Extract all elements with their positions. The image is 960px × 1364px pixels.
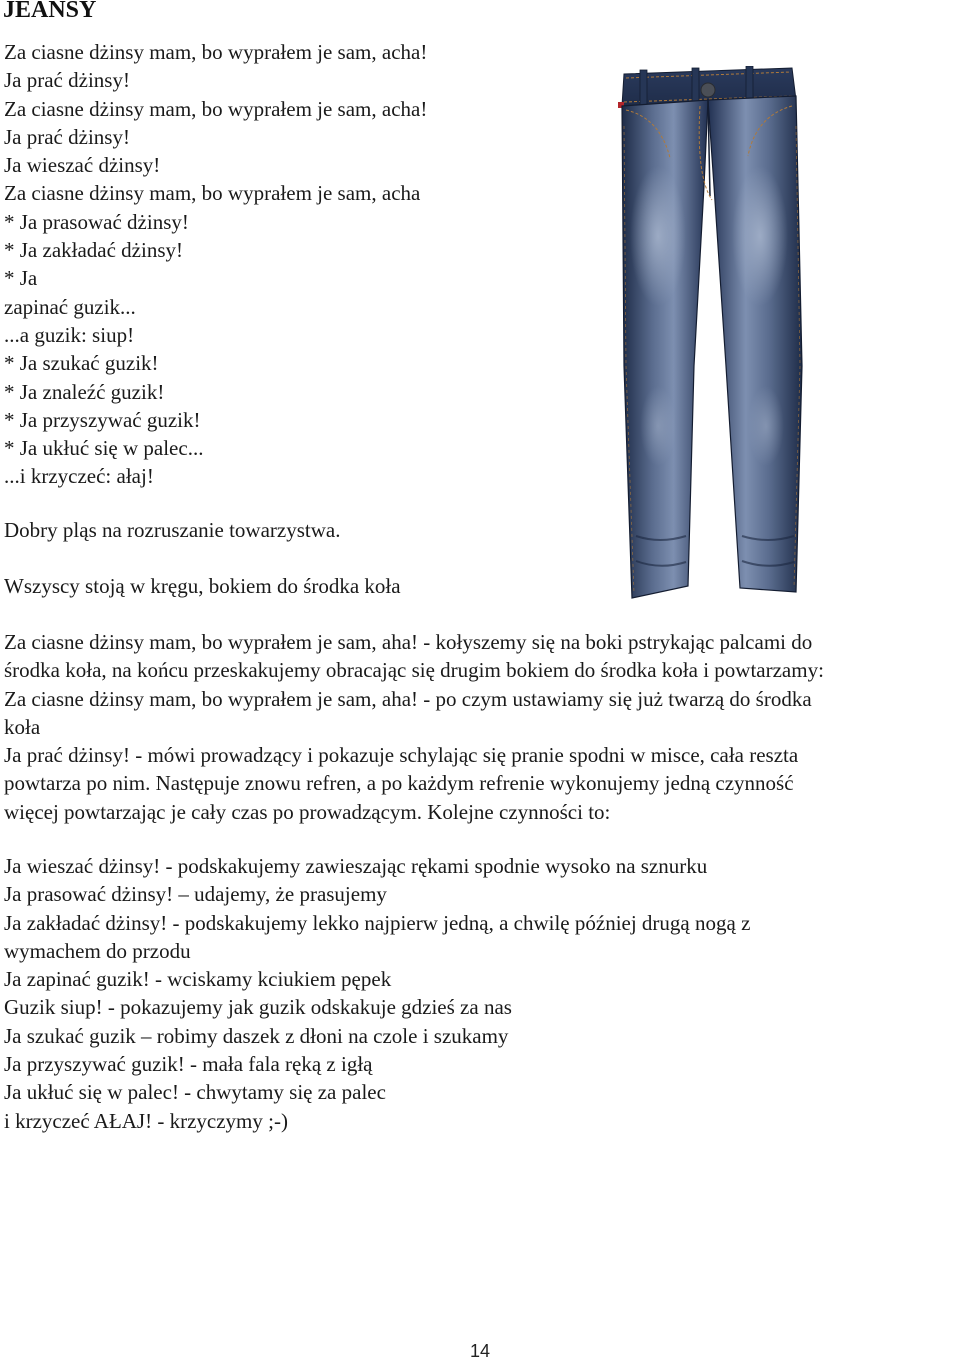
intro-description: Dobry pląs na rozruszanie towarzystwa. xyxy=(4,518,341,542)
lyrics-line: Ja prać dżinsy! xyxy=(4,68,130,93)
action-line: Ja ukłuć się w palec! - chwytamy się za palec xyxy=(4,1080,386,1105)
action-line: Ja zapinać guzik! - wciskamy kciukiem pępek xyxy=(4,967,392,992)
lyrics-line: Ja prać dżinsy! xyxy=(4,124,130,149)
page-title: JEANSY xyxy=(3,0,97,23)
lyrics-line: Ja wieszać dżinsy! xyxy=(4,153,161,178)
action-line: Guzik siup! - pokazujemy jak guzik odskakuje gdzieś za nas xyxy=(4,995,512,1020)
instruction-line: powtarza po nim. Następuje znowu refren, a po każdym refrenie wykonujemy jedną czynność xyxy=(4,771,794,796)
instruction-line: środka koła, na końcu przeskakujemy obracając się drugim bokiem do środka koła i powtarzamy: xyxy=(4,658,824,683)
action-line: Ja prasować dżinsy! – udajemy, że prasujemy xyxy=(4,882,387,907)
lyrics-line: * Ja przyszywać guzik! xyxy=(4,407,201,432)
action-line: Ja przyszywać guzik! - mała fala ręką z igłą xyxy=(4,1052,373,1077)
action-line: Ja wieszać dżinsy! - podskakujemy zawieszając rękami spodnie wysoko na sznurku xyxy=(4,854,708,878)
actions-block xyxy=(4,852,956,1135)
instruction-line: więcej powtarzając je cały czas po prowadzącym. Kolejne czynności to: xyxy=(4,799,611,824)
instruction-line: Za ciasne dżinsy mam, bo wyprałem je sam, aha! - po czym ustawiamy się już twarzą do środka xyxy=(4,686,812,711)
action-line: Ja szukać guzik – robimy daszek z dłoni na czole i szukamy xyxy=(4,1023,509,1048)
instructions-block xyxy=(4,628,956,826)
lyrics-line: * Ja szukać guzik! xyxy=(4,351,159,376)
action-line: Ja zakładać dżinsy! - podskakujemy lekko najpierw jedną, a chwilę później drugą nogą z xyxy=(4,910,751,935)
lyrics-line: ...a guzik: siup! xyxy=(4,322,135,347)
lyrics-block xyxy=(4,38,604,491)
lyrics-line: Za ciasne dżinsy mam, bo wyprałem je sam, acha! xyxy=(4,40,428,64)
lyrics-line: * Ja ukłuć się w palec... xyxy=(4,436,204,461)
instruction-line: koła xyxy=(4,714,41,739)
lyrics-line: zapinać guzik... xyxy=(4,294,136,319)
intro-setup: Wszyscy stoją w kręgu, bokiem do środka koła xyxy=(4,574,401,598)
jeans-image xyxy=(596,66,828,606)
action-line: wymachem do przodu xyxy=(4,938,191,963)
lyrics-line: * Ja xyxy=(4,266,38,291)
lyrics-line: * Ja zakładać dżinsy! xyxy=(4,238,184,263)
lyrics-line: * Ja prasować dżinsy! xyxy=(4,209,189,234)
instruction-line: Za ciasne dżinsy mam, bo wyprałem je sam, aha! - kołyszemy się na boki pstrykając palcami do xyxy=(4,630,813,654)
lyrics-line: Za ciasne dżinsy mam, bo wyprałem je sam, acha! xyxy=(4,96,428,121)
action-line: i krzyczeć AŁAJ! - krzyczymy ;-) xyxy=(4,1108,288,1133)
lyrics-line: ...i krzyczeć: ałaj! xyxy=(4,464,154,489)
lyrics-line: * Ja znaleźć guzik! xyxy=(4,379,165,404)
instruction-line: Ja prać dżinsy! - mówi prowadzący i pokazuje schylając się pranie spodni w misce, cała reszta xyxy=(4,743,799,768)
lyrics-line: Za ciasne dżinsy mam, bo wyprałem je sam, acha xyxy=(4,181,421,206)
page-number: 14 xyxy=(469,1341,491,1361)
